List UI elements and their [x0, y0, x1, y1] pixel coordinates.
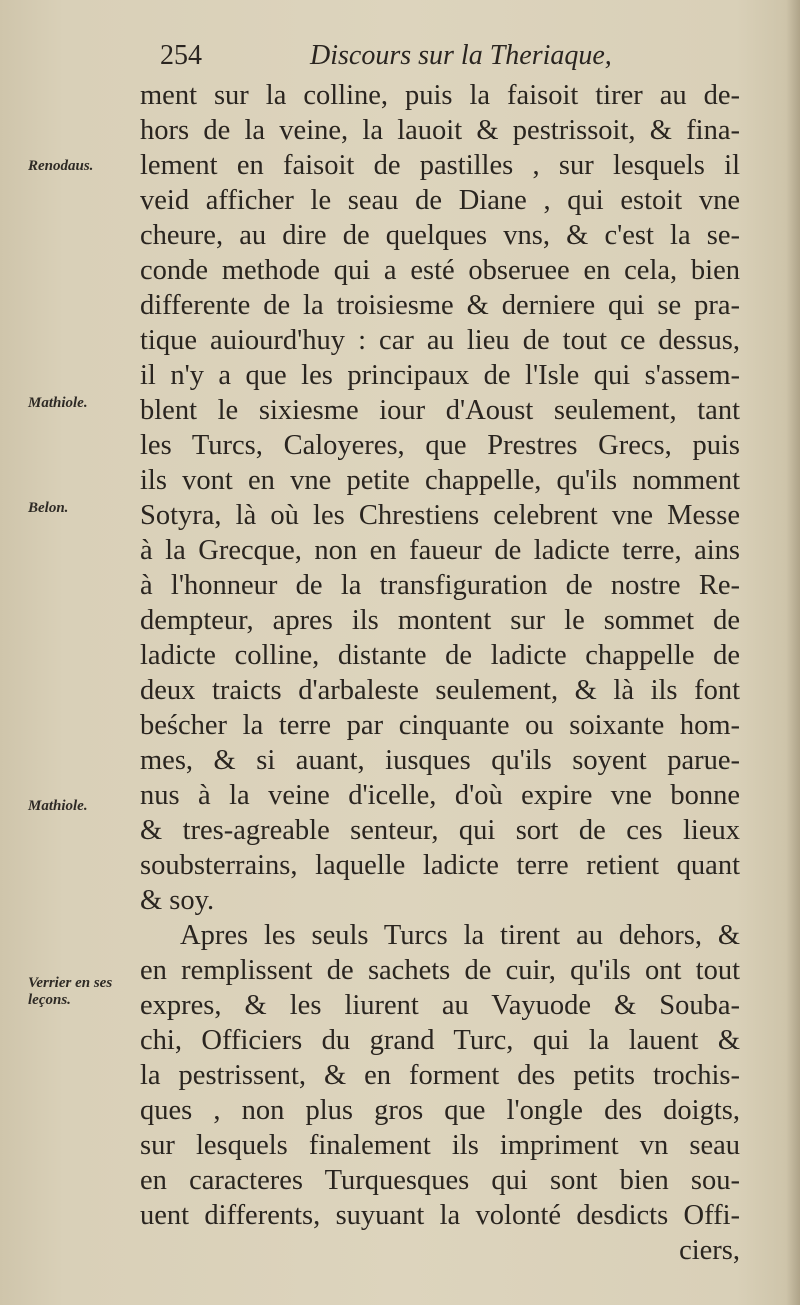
text-line: tique auiourd'huy : car au lieu de tout ce dessus, [140, 325, 740, 356]
text-line: & soy. [140, 885, 215, 916]
text-line: mes, & si auant, iusques qu'ils soyent parue- [140, 745, 740, 776]
text-line: hors de la veine, la lauoit & pestrissoit, & fina- [140, 115, 740, 146]
text-line: chi, Officiers du grand Turc, qui la lauent & [140, 1025, 740, 1056]
text-line: cheure, au dire de quelques vns, & c'est la se- [140, 220, 740, 251]
text-line: nus à la veine d'icelle, d'où expire vne bonne [140, 780, 740, 811]
text-line: à l'honneur de la transfiguration de nostre Re- [140, 570, 740, 601]
text-line: ladicte colline, distante de ladicte chappelle de [140, 640, 740, 671]
margin-note-belon: Belon. [28, 500, 69, 516]
page-number: 254 [160, 40, 202, 71]
text-line: beścher la terre par cinquante ou soixante hom- [140, 710, 740, 741]
text-line: blent le sixiesme iour d'Aoust seulement, tant [140, 395, 740, 426]
text-line: soubsterrains, laquelle ladicte terre retient quant [140, 850, 740, 881]
text-line: expres, & les liurent au Vayuode & Souba- [140, 990, 740, 1021]
text-line: conde methode qui a esté obseruee en cela, bien [140, 255, 740, 286]
text-line: dempteur, apres ils montent sur le sommet de [140, 605, 740, 636]
text-line: ment sur la colline, puis la faisoit tirer au de- [140, 80, 740, 111]
margin-note-renodaus: Renodaus. [28, 158, 94, 174]
page-edge-shadow [786, 0, 800, 1305]
text-line: differente de la troisiesme & derniere qui se pra- [140, 290, 740, 321]
text-line: les Turcs, Caloyeres, que Prestres Grecs, puis [140, 430, 740, 461]
text-line: lement en faisoit de pastilles , sur lesquels il [140, 150, 740, 181]
text-line: deux traicts d'arbaleste seulement, & là ils font [140, 675, 740, 706]
text-line: veid afficher le seau de Diane , qui estoit vne [140, 185, 740, 216]
text-line: il n'y a que les principaux de l'Isle qui s'assem- [140, 360, 740, 391]
text-line: ils vont en vne petite chappelle, qu'ils nomment [140, 465, 740, 496]
text-line: à la Grecque, non en faueur de ladicte terre, ains [140, 535, 740, 566]
margin-note-verrier: Verrier en ses leçons. [28, 975, 113, 1008]
margin-note-mathiole-2: Mathiole. [28, 798, 88, 814]
body-text [140, 78, 740, 1268]
text-line: Apres les seuls Turcs la tirent au dehors, & [180, 920, 740, 951]
text-line: Sotyra, là où les Chrestiens celebrent vne Messe [140, 500, 740, 531]
margin-note-mathiole-1: Mathiole. [28, 395, 88, 411]
text-line: la pestrissent, & en forment des petits trochis- [140, 1060, 740, 1091]
text-line: sur lesquels finalement ils impriment vn seau [140, 1130, 740, 1161]
text-line: en remplissent de sachets de cuir, qu'ils ont tout [140, 955, 740, 986]
text-line: en caracteres Turquesques qui sont bien sou- [140, 1165, 740, 1196]
running-title: Discours sur la Theriaque, [310, 40, 612, 71]
text-line: uent differents, suyuant la volonté desdicts Offi- [140, 1200, 740, 1231]
catchword: ciers, [679, 1235, 740, 1266]
text-line: ques , non plus gros que l'ongle des doigts, [140, 1095, 740, 1126]
text-line: & tres-agreable senteur, qui sort de ces lieux [140, 815, 740, 846]
